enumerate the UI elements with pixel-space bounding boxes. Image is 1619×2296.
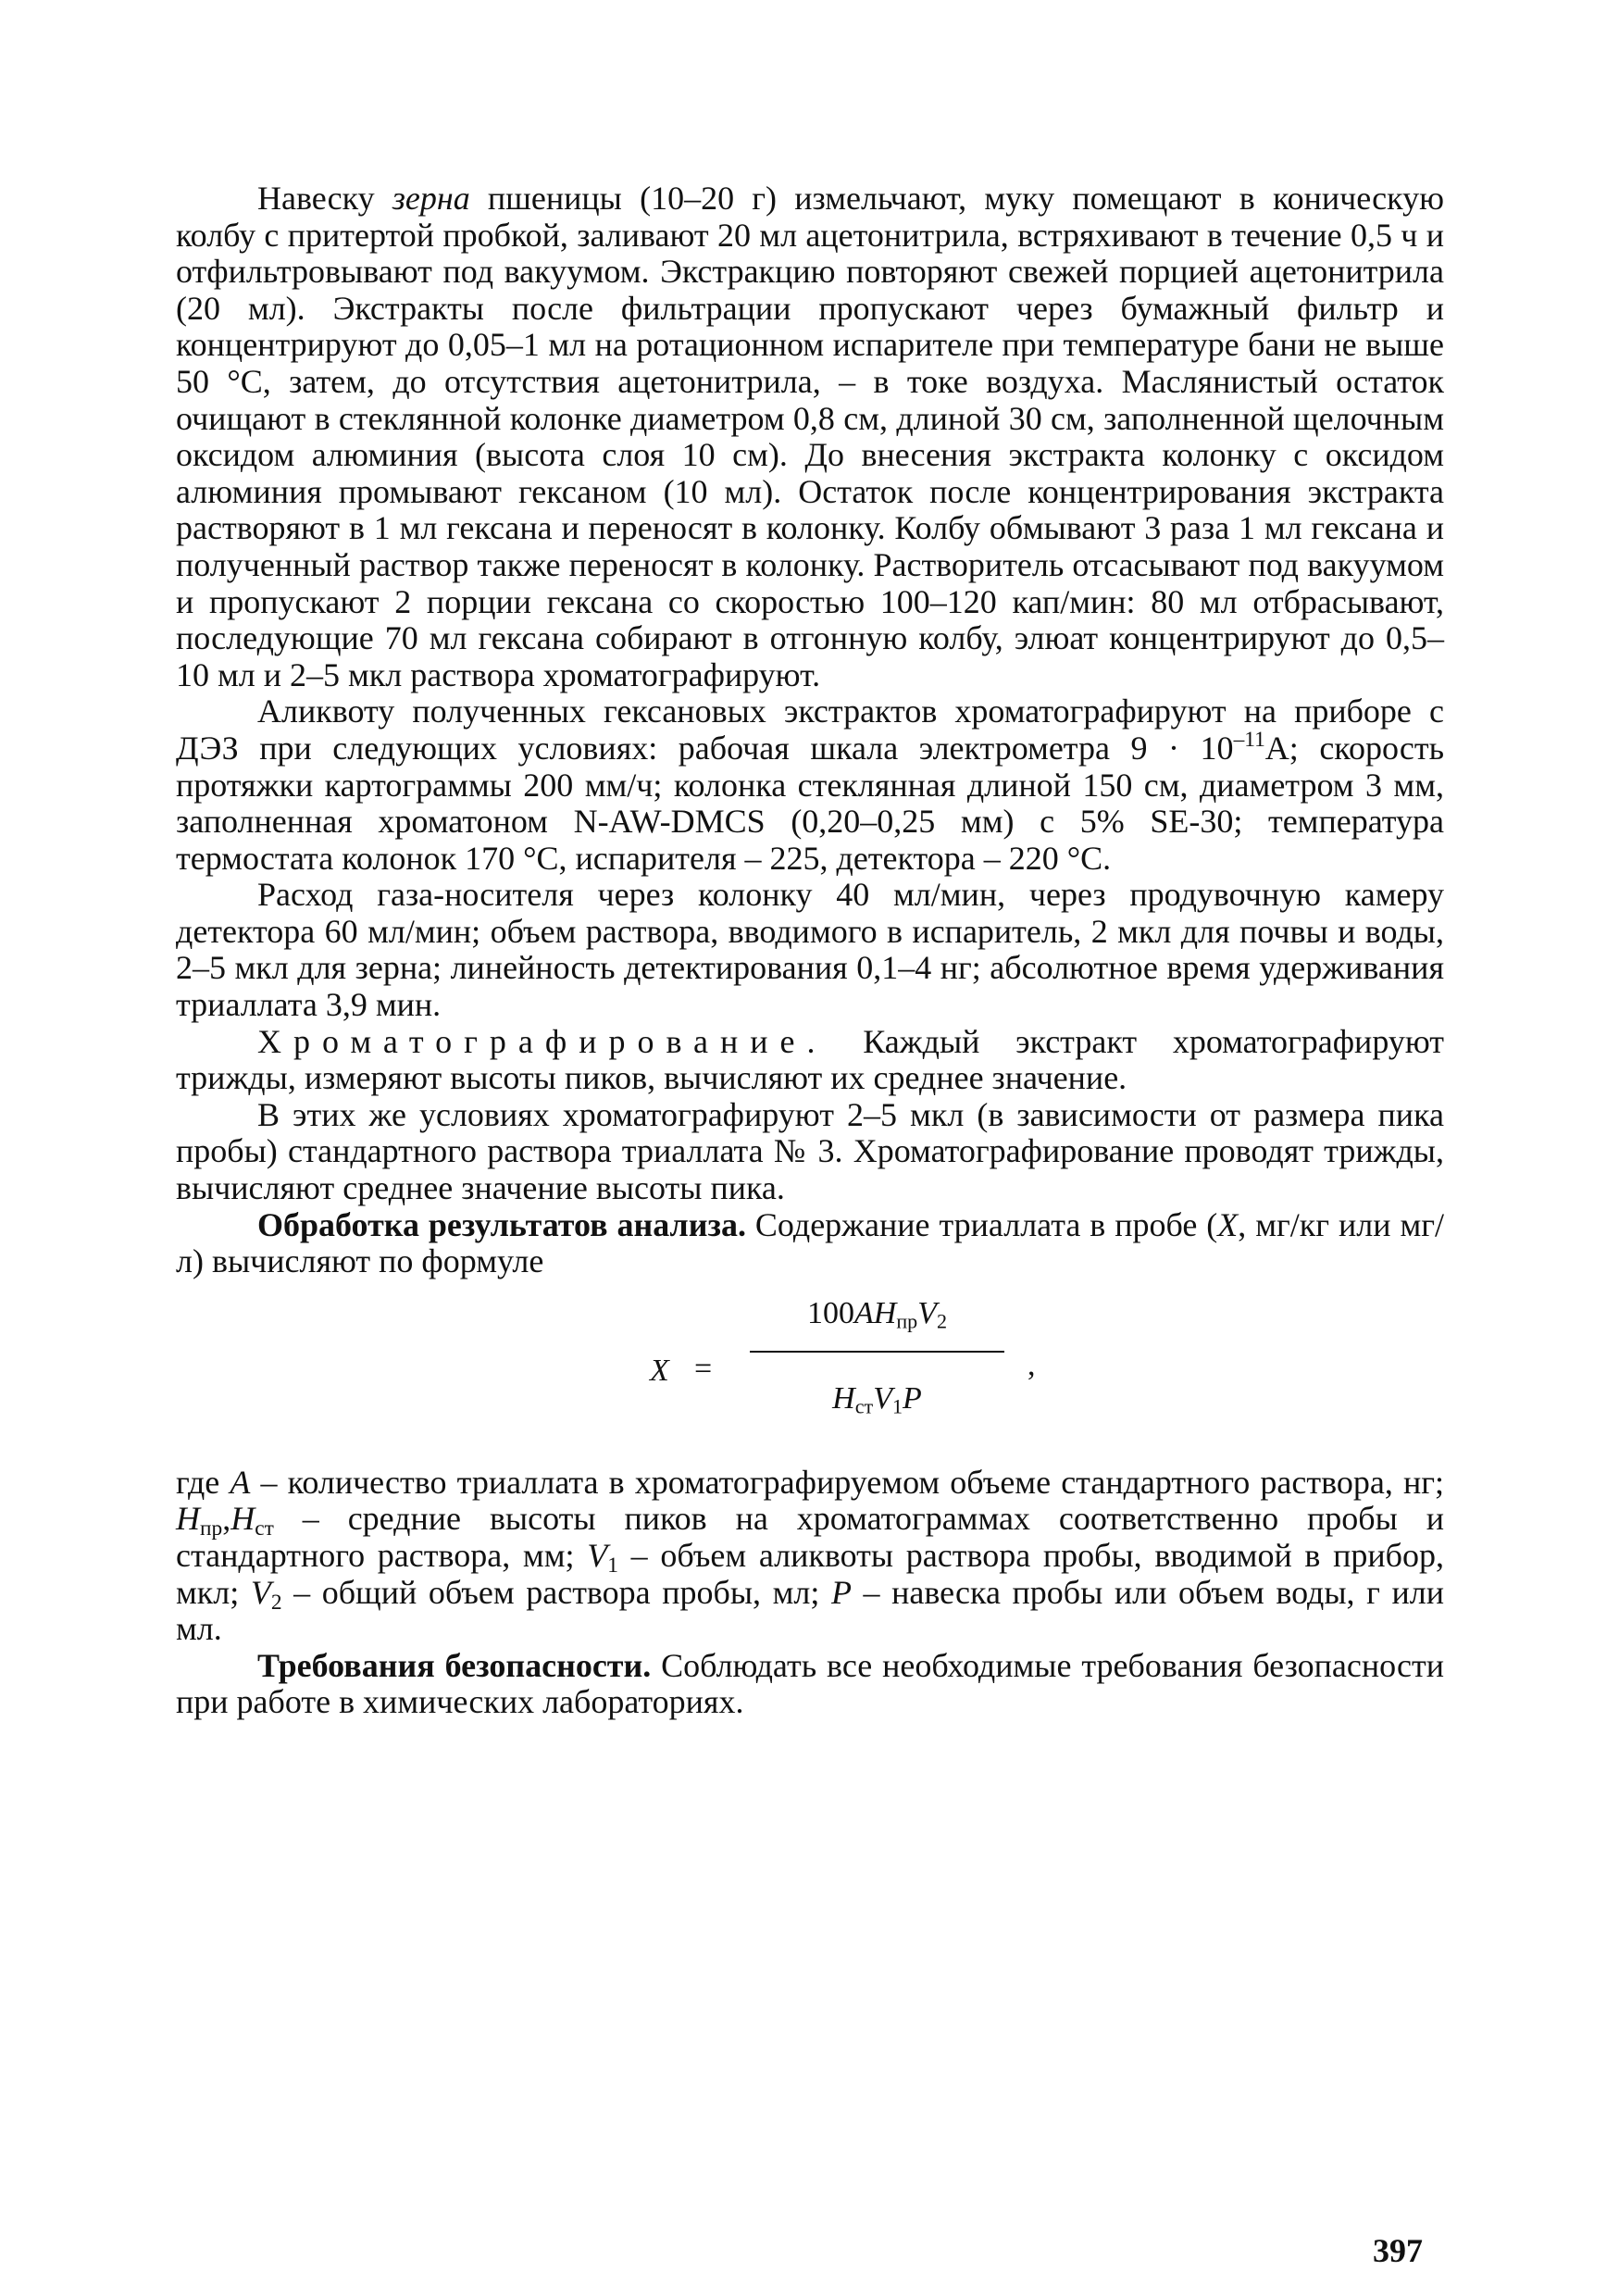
paragraph-definitions xyxy=(176,1465,1444,1648)
formula-numerator xyxy=(750,1295,1004,1332)
paragraph-sample-prep xyxy=(176,181,1444,693)
numerator-v: V xyxy=(917,1295,937,1330)
subscript: 2 xyxy=(270,1590,282,1615)
paragraph-results xyxy=(176,1207,1444,1280)
variable: V xyxy=(250,1573,271,1611)
variable: V xyxy=(587,1537,608,1574)
numerator-coefficient: 100 xyxy=(806,1295,854,1330)
italic-term: зерна xyxy=(392,180,470,217)
section-heading: Хроматографирование. xyxy=(257,1022,828,1060)
subscript: 1 xyxy=(607,1553,618,1578)
text-run: Каждый экстракт хроматографируют трижды, измеряют высоты пиков, вычисляют их среднее значение. xyxy=(176,1022,1444,1097)
paragraph-gas-flow: Расход газа-носителя через колонку 40 мл/мин, через продувочную камеру детектора 60 мл/мин; объем раствора, вводимого в испаритель, 2 мкл для почвы и воды, 2–5 мкл для зерна; линейность детектирования 0,1–4 нг; абсолютное время удерживания триаллата 3,9 мин. xyxy=(176,876,1444,1024)
denominator-v: V xyxy=(873,1380,892,1416)
variable: A xyxy=(230,1463,251,1501)
paragraph-chromatography-conditions xyxy=(176,693,1444,877)
text-run: Содержание триаллата в пробе ( xyxy=(745,1205,1218,1243)
variable: X xyxy=(1217,1205,1239,1243)
subscript: 2 xyxy=(936,1309,948,1333)
text-run: – навеска пробы или объем воды, г или мл. xyxy=(176,1573,1444,1648)
subscript: ст xyxy=(255,1516,274,1541)
text-run: , xyxy=(222,1500,231,1538)
text-run: – количество триаллата в хроматографируемом объеме стандартного раствора, нг; xyxy=(250,1463,1444,1501)
text-run: Навеску xyxy=(257,180,392,217)
text-run: пшеницы (10–20 г) измельчают, муку помещают в коническую колбу с притертой пробкой, заливают 20 мл ацетонитрила, встряхивают в течение 0,5 ч и отфильтровывают под вакуумом. Экстракцию повторяют свежей порцией ацетонитрила (20 мл). Экстракты после фильтрации пропускают через бумажный фильтр и концентрируют до 0,05–1 мл на ротационном испарителе при температуре бани не выше 50 °C, затем, до отсутствия ацетонитрила, – в токе воздуха. Маслянистый остаток очищают в стеклянной колонке диаметром 0,8 см, длиной 30 см, заполненной щелочным оксидом алюминия (высота слоя 10 см). До внесения экстракта колонку с оксидом алюминия промывают гексаном (10 мл). Остаток после концентрирования экстракта растворяют в 1 мл гексана и переносят в колонку. Колбу обмывают 3 раза 1 мл гексана и полученный раствор также переносят в колонку. Растворитель отсасывают под вакуумом и пропускают 2 порции гексана со скоростью 100–120 кап/мин: 80 мл отбрасывают, последующие 70 мл гексана собирают в отгонную колбу, элюат концентрируют до 0,5–10 мл и 2–5 мкл раствора хроматографируют. xyxy=(176,180,1444,693)
variable: H xyxy=(230,1500,255,1538)
section-heading: Обработка результатов анализа. xyxy=(257,1205,746,1243)
page-number: 397 xyxy=(1373,2232,1423,2269)
variable: H xyxy=(176,1500,200,1538)
formula-lhs: X xyxy=(650,1353,669,1388)
variable: P xyxy=(830,1573,852,1611)
text-run: – средние высоты пиков на хроматограммах соответственно пробы и стандартного раствора, мм; xyxy=(176,1500,1444,1574)
text-run: Аликвоту полученных гексановых экстрактов хроматографируют на приборе с ДЭЗ при следующих условиях: рабочая шкала электрометра 9 · 10 xyxy=(176,693,1444,767)
subscript: пр xyxy=(200,1516,223,1541)
text-run: А; скорость протяжки картограммы 200 мм/ч; колонка стеклянная длиной 150 см, диаметром 3 мм, заполненная хроматоном N-AW-DMCS (0,20–0,25 мм) с 5% SE-30; температура термостата колонок 170 °C, испарителя – 225, детектора – 220 °C. xyxy=(176,729,1444,877)
paragraph-standard: В этих же условиях хроматографируют 2–5 мкл (в зависимости от размера пика пробы) стандартного раствора триаллата № 3. Хроматографирование проводят трижды, вычисляют среднее значение высоты пика. xyxy=(176,1095,1444,1207)
subscript: ст xyxy=(854,1394,874,1418)
paragraph-chromatography xyxy=(176,1024,1444,1097)
text-run: Соблюдать все необходимые требования безопасности при работе в химических лабораториях. xyxy=(176,1646,1444,1721)
section-heading: Требования безопасности. xyxy=(257,1646,652,1684)
fraction-bar xyxy=(750,1351,1004,1353)
subscript: пр xyxy=(896,1309,918,1333)
text-run: – общий объем раствора пробы, мл; xyxy=(281,1573,831,1611)
paragraph-safety xyxy=(176,1648,1444,1721)
document-body xyxy=(176,181,1444,1721)
denominator-h: H xyxy=(832,1380,855,1416)
subscript: 1 xyxy=(891,1394,903,1418)
numerator-ah: AH xyxy=(853,1295,897,1330)
denominator-p: P xyxy=(903,1380,922,1416)
formula-equals: = xyxy=(694,1351,713,1386)
text-run: где xyxy=(176,1463,230,1501)
formula-comma: , xyxy=(1027,1347,1036,1382)
formula-denominator xyxy=(750,1380,1004,1417)
text-run: – объем аликвоты раствора пробы, вводимой в прибор, мкл; xyxy=(176,1537,1444,1611)
text-run: , мг/кг или мг/л) вычисляют по формуле xyxy=(176,1205,1444,1280)
formula xyxy=(176,1288,1444,1459)
superscript: –11 xyxy=(1233,727,1265,752)
